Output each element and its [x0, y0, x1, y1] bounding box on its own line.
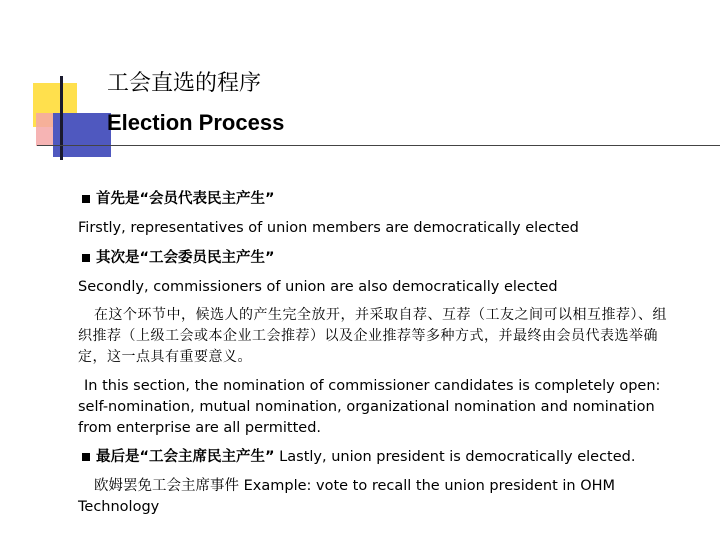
- title-divider: [37, 145, 720, 146]
- slide-title-chinese: 工会直选的程序: [107, 71, 262, 96]
- bullet-square-icon: [82, 195, 90, 203]
- bullet-square-icon: [82, 453, 90, 461]
- bullet-3: [96, 447, 696, 468]
- bullet-1-english: Firstly, representatives of union members are democratically elected: [78, 220, 579, 236]
- bullet-square-icon: [82, 254, 90, 262]
- example-line: [78, 476, 638, 518]
- bullet-2-english: Secondly, commissioners of union are also democratically elected: [78, 279, 558, 295]
- slide-title-english: Election Process: [107, 110, 285, 135]
- bullet-3-text: Lastly, union president is democratically elected.: [279, 449, 636, 465]
- bullet-3-label: 最后是“工会主席民主产生”: [96, 449, 275, 465]
- example-chinese: 欧姆罢免工会主席事件: [94, 478, 239, 494]
- bullet-2-label: 其次是“工会委员民主产生”: [96, 250, 275, 266]
- paragraph-english: In this section, the nomination of commissioner candidates is completely open: self-nomination, mutual nomination, organizational nomination and nomination from enterprise are all permitted.: [78, 378, 661, 436]
- paragraph-chinese: 在这个环节中，候选人的产生完全放开，并采取自荐、互荐（工友之间可以相互推荐）、组织推荐（上级工会或本企业工会推荐）以及企业推荐等多种方式，并最终由会员代表选举确定，这一点具有重要意义。: [78, 307, 667, 365]
- decor-vertical-line: [60, 76, 63, 160]
- bullet-1-label: 首先是“会员代表民主产生”: [96, 191, 275, 207]
- example-english: Example: vote to recall the union president in OHM Technology: [78, 478, 616, 515]
